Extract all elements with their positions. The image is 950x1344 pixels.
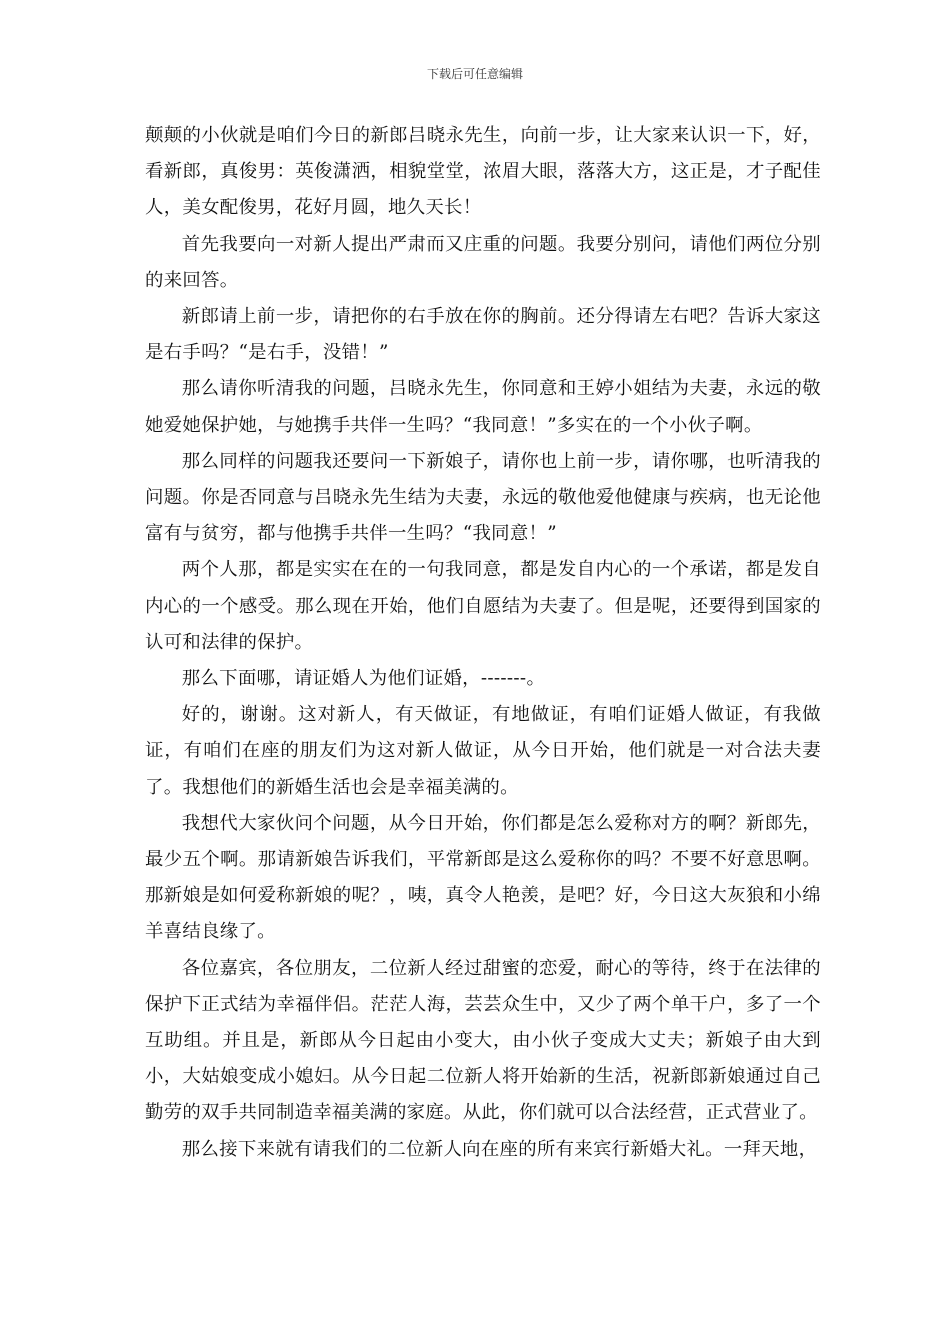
paragraph: 新郎请上前一步，请把你的右手放在你的胸前。还分得请左右吧？告诉大家这是右手吗？“是右手，没错！” xyxy=(145,306,821,364)
document-body xyxy=(145,118,821,1168)
paragraph: 两个人那，都是实实在在的一句我同意，都是发自内心的一个承诺，都是发自内心的一个感受。那么现在开始，他们自愿结为夫妻了。但是呢，还要得到国家的认可和法律的保护。 xyxy=(145,559,821,653)
paragraph: 首先我要向一对新人提出严肃而又庄重的问题。我要分别问，请他们两位分别的来回答。 xyxy=(145,233,821,291)
paragraph-continuation: 颠颠的小伙就是咱们今日的新郎吕晓永先生，向前一步，让大家来认识一下，好，看新郎，真俊男：英俊潇洒，相貌堂堂，浓眉大眼，落落大方，这正是，才子配佳人，美女配俊男，花好月圆，地久天长！ xyxy=(145,125,821,219)
paragraph: 那么同样的问题我还要问一下新娘子，请你也上前一步，请你哪，也听清我的问题。你是否同意与吕晓永先生结为夫妻，永远的敬他爱他健康与疾病，也无论他富有与贫穷，都与他携手共伴一生吗？“我同意！” xyxy=(145,450,821,545)
paragraph: 那么下面哪，请证婚人为他们证婚，-------。 xyxy=(181,668,546,690)
paragraph: 各位嘉宾，各位朋友，二位新人经过甜蜜的恋爱，耐心的等待，终于在法律的保护下正式结为幸福伴侣。茫茫人海，芸芸众生中，又少了两个单干户，多了一个互助组。并且是，新郎从今日起由小变大，由小伙子变成大丈夫；新娘子由大到小，大姑娘变成小媳妇。从今日起二位新人将开始新的生活，祝新郎新娘通过自己勤劳的双手共同制造幸福美满的家庭。从此，你们就可以合法经营，正式营业了。 xyxy=(145,957,821,1124)
paragraph: 那么请你听清我的问题，吕晓永先生，你同意和王婷小姐结为夫妻，永远的敬她爱她保护她，与她携手共伴一生吗？“我同意！”多实在的一个小伙子啊。 xyxy=(145,378,821,436)
page-header: 下载后可任意编辑 xyxy=(426,67,523,81)
paragraph: 我想代大家伙问个问题，从今日开始，你们都是怎么爱称对方的啊？新郎先，最少五个啊。那请新娘告诉我们，平常新郎是这么爱称你的吗？不要不好意思啊。那新娘是如何爱称新娘的呢？，咦，真令人艳羡，是吧？好，今日这大灰狼和小绵羊喜结良缘了。 xyxy=(145,812,821,943)
paragraph: 那么接下来就有请我们的二位新人向在座的所有来宾行新婚大礼。一拜天地， xyxy=(181,1138,818,1160)
paragraph: 好的，谢谢。这对新人，有天做证，有地做证，有咱们证婚人做证，有我做证，有咱们在座的朋友们为这对新人做证，从今日开始，他们就是一对合法夫妻了。我想他们的新婚生活也会是幸福美满的。 xyxy=(145,704,821,798)
